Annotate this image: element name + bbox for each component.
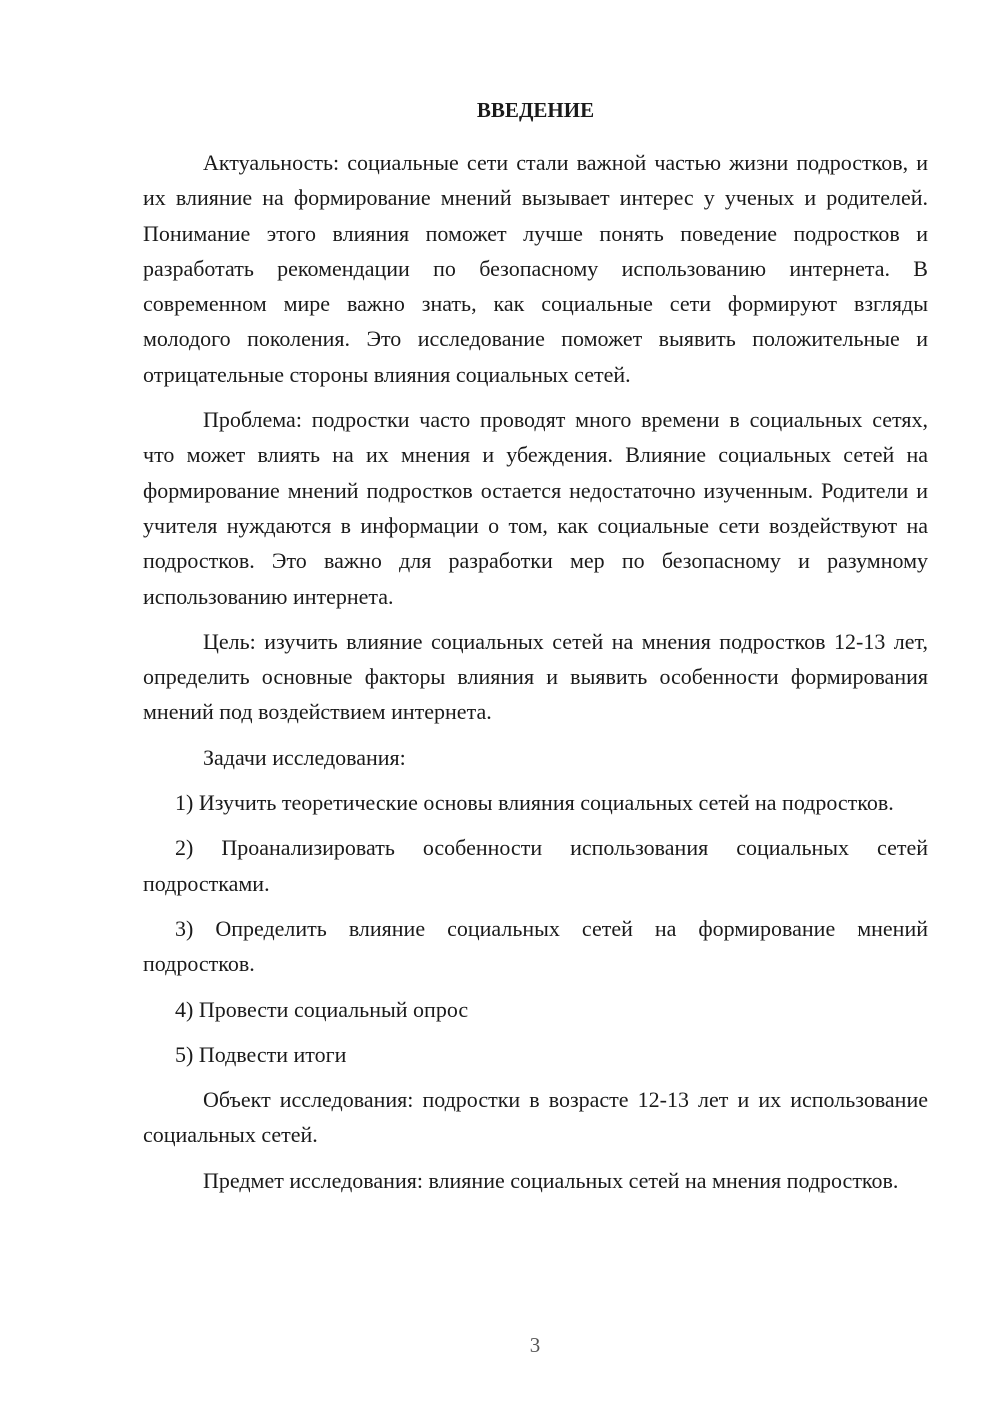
paragraph-problem: Проблема: подростки часто проводят много времени в социальных сетях, что может влиять на их мнения и убеждения. Влияние социальных сетей на формирование мнений подростков остается недостаточно изученным. Родители и учителя нуждаются в информации о том, как социальные сети воздействуют на подростков. Это важно для разработки мер по безопасному и разумному использованию интернета. xyxy=(143,407,928,609)
task-item: 1) Изучить теоретические основы влияния социальных сетей на подростков. xyxy=(175,790,894,816)
paragraph-goal: Цель: изучить влияние социальных сетей на мнения подростков 12-13 лет, определить основные факторы влияния и выявить особенности формирования мнений под воздействием интернета. xyxy=(143,628,928,725)
task-item: 2) Проанализировать особенности использования социальных сетей подростками. xyxy=(143,835,928,896)
task-item: 3) Определить влияние социальных сетей на формирование мнений подростков. xyxy=(143,915,928,977)
paragraph-object: Объект исследования: подростки в возрасте 12-13 лет и их использование социальных сетей. xyxy=(143,1087,928,1148)
task-item: 5) Подвести итоги xyxy=(175,1041,347,1067)
document-page xyxy=(143,95,928,1208)
page-number: 3 xyxy=(529,1333,541,1357)
paragraph-tasks-heading: Задачи исследования: xyxy=(203,744,406,770)
page-title: ВВЕДЕНИЕ xyxy=(476,98,595,122)
paragraph-subject: Предмет исследования: влияние социальных сетей на мнения подростков. xyxy=(203,1167,899,1193)
task-item: 4) Провести социальный опрос xyxy=(175,996,469,1022)
paragraph-relevance: Актуальность: социальные сети стали важной частью жизни подростков, и их влияние на формирование мнений вызывает интерес у ученых и родителей. Понимание этого влияния поможет лучше понять поведение подростков и разработать рекомендации по безопасному использованию интернета. В современном мире важно знать, как социальные сети формируют взгляды молодого поколения. Это исследование поможет выявить положительные и отрицательные стороны влияния социальных сетей. xyxy=(143,150,928,387)
